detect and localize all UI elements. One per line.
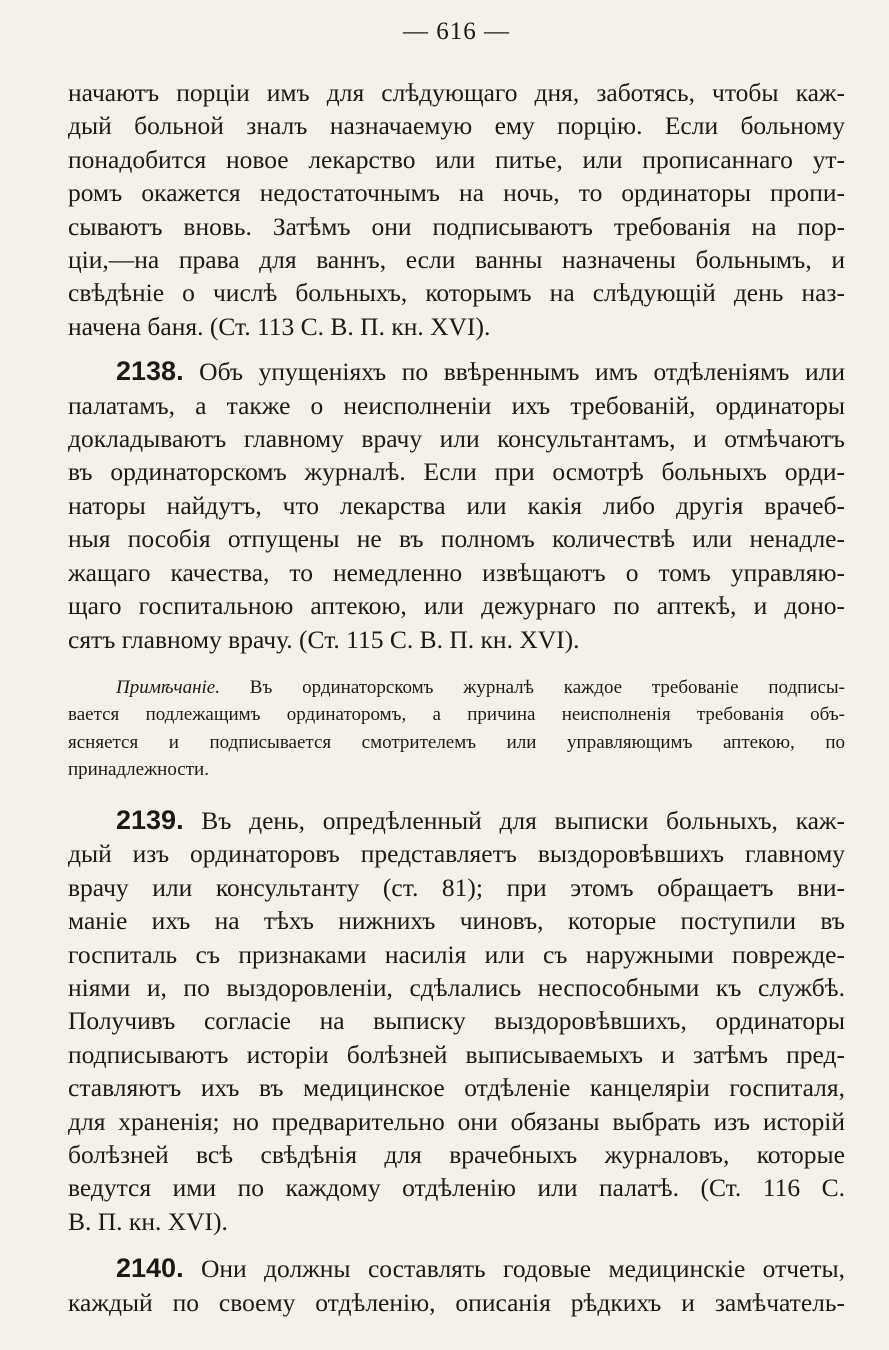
article-number: 2140. (116, 1253, 184, 1284)
text-line: начена баня. (Ст. 113 С. В. П. кн. XVI). (68, 311, 491, 341)
text-line: для храненія; но предварительно они обязаны выбрать изъ исторій (68, 1106, 845, 1136)
article-first-line (68, 355, 845, 388)
text-line: подписываютъ исторіи болѣзней выписываемыхъ и затѣмъ пред- (68, 1039, 845, 1069)
note-first-line (68, 674, 845, 702)
article-number: 2138. (116, 356, 184, 387)
text-line: докладываютъ главному врачу или консультантамъ, и отмѣчаютъ (68, 424, 845, 454)
text-line: сываютъ вновь. Затѣмъ они подписываютъ требованія на пор- (68, 211, 845, 241)
text-line: принадлежности. (68, 759, 209, 781)
text-line: вается подлежащимъ ординаторомъ, а причина неисполненія требованія объ- (68, 704, 845, 726)
text-line: въ ординаторскомъ журналѣ. Если при осмотрѣ больныхъ орди- (68, 457, 845, 487)
text-line: ставляютъ ихъ въ медицинское отдѣленіе канцеляріи госпиталя, (68, 1073, 845, 1103)
note (68, 674, 845, 784)
article-2138 (68, 355, 845, 656)
text-line: наторы найдутъ, что лекарства или какія либо другія врачеб- (68, 490, 845, 520)
text-line: Объ упущеніяхъ по ввѣреннымъ имъ отдѣленіямъ или (199, 357, 846, 387)
text-line: палатамъ, а также о неисполненіи ихъ требованій, ординаторы (68, 390, 845, 420)
text-line: Они должны составлять годовые медицинскіе отчеты, (200, 1254, 846, 1284)
text-line: врачу или консультанту (ст. 81); при этомъ обращаетъ вни- (68, 872, 845, 902)
page-number: — 616 — (403, 18, 510, 45)
text-line: болѣзней всѣ свѣдѣнія для врачебныхъ журналовъ, которые (68, 1139, 845, 1169)
text-line: дый больной зналъ назначаемую ему порцію. Если больному (68, 111, 845, 141)
text-line: дый изъ ординаторовъ представляетъ выздоровѣвшихъ главному (68, 839, 845, 869)
text-line: ныя пособія отпущены не въ полномъ количествѣ или ненадле- (68, 524, 845, 554)
text-line: жащаго качества, то немедленно извѣщаютъ о томъ управляю- (68, 557, 845, 587)
text-line: сятъ главному врачу. (Ст. 115 С. В. П. кн. XVI). (68, 624, 580, 654)
article-first-line (68, 1252, 845, 1285)
text-line: каждый по своему отдѣленію, описанія рѣдкихъ и замѣчатель- (68, 1287, 845, 1317)
text-line: госпиталь съ признаками насилія или съ наружными поврежде- (68, 939, 845, 969)
text-line: Въ день, опредѣленный для выписки больныхъ, каж- (201, 805, 845, 835)
text-line: ясняется и подписывается смотрителемъ или управляющимъ аптекою, по (68, 731, 845, 753)
text-line: начаютъ порціи имъ для слѣдующаго дня, заботясь, чтобы каж- (68, 78, 845, 107)
text-line: Получивъ согласіе на выписку выздоровѣвшихъ, ординаторы (68, 1006, 845, 1036)
paragraph-continuation (68, 76, 845, 343)
article-2139 (68, 804, 845, 1238)
text-line: щаго госпитальною аптекою, или дежурнаго по аптекѣ, и доно- (68, 591, 845, 621)
article-2140 (68, 1252, 845, 1319)
text-line: маніе ихъ на тѣхъ нижнихъ чиновъ, которые поступили въ (68, 906, 845, 936)
article-first-line (68, 804, 845, 837)
article-number: 2139. (116, 804, 184, 835)
text-line: ніями и, по выздоровленіи, сдѣлались неспособными къ службѣ. (68, 972, 845, 1002)
text-line: понадобится новое лекарство или питье, или прописаннаго ут- (68, 144, 845, 174)
text-line: В. П. кн. XVI). (68, 1206, 228, 1236)
text-line: ведутся ими по каждому отдѣленію или палатѣ. (Ст. 116 С. (68, 1173, 845, 1203)
note-label: Примѣчаніе. (116, 676, 220, 698)
text-line: ромъ окажется недостаточнымъ на ночь, то ординаторы пропи- (68, 178, 845, 208)
text-line: ціи,—на права для ваннъ, если ванны назначены больнымъ, и (68, 245, 845, 275)
text-line: Въ ординаторскомъ журналѣ каждое требованіе подписы- (249, 676, 846, 698)
text-line: свѣдѣніе о числѣ больныхъ, которымъ на слѣдующій день наз- (68, 278, 845, 308)
